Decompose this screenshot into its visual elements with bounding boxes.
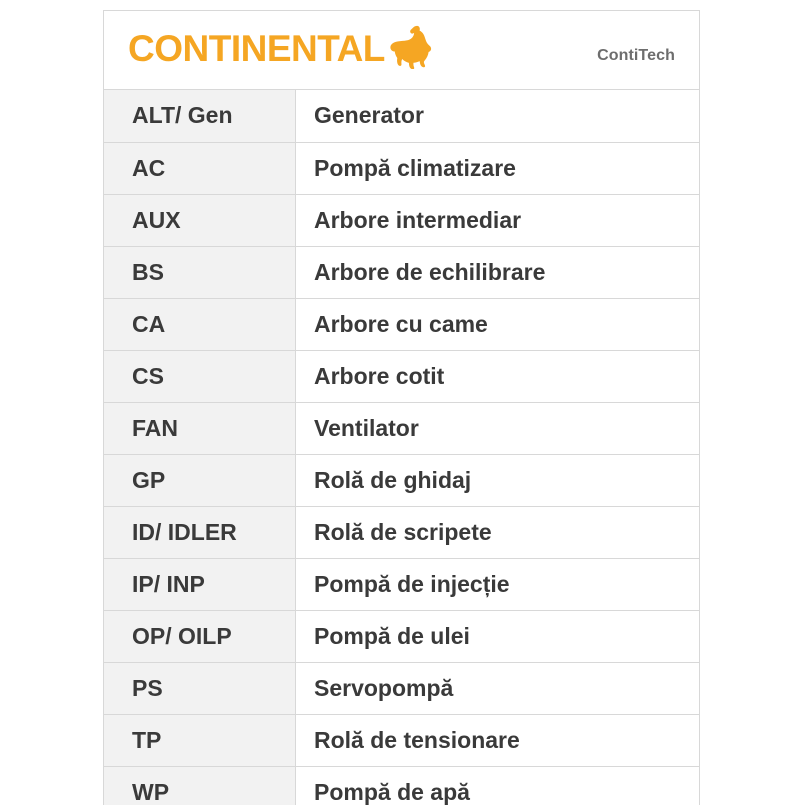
brand-logo	[128, 29, 435, 74]
abbreviation-code: PS	[104, 662, 296, 714]
abbreviation-description: Arbore intermediar	[296, 194, 700, 246]
table-row	[104, 402, 699, 454]
table-row	[104, 610, 699, 662]
table-row	[104, 90, 699, 142]
table-row	[104, 454, 699, 506]
table-row	[104, 350, 699, 402]
table-row	[104, 194, 699, 246]
abbreviation-code: WP	[104, 766, 296, 805]
abbreviation-code: GP	[104, 454, 296, 506]
table-row	[104, 246, 699, 298]
table-row	[104, 662, 699, 714]
abbreviation-table	[104, 90, 699, 805]
abbreviation-code: TP	[104, 714, 296, 766]
abbreviation-description: Rolă de scripete	[296, 506, 700, 558]
table-row	[104, 142, 699, 194]
abbreviation-description: Pompă de ulei	[296, 610, 700, 662]
abbreviation-description: Arbore cu came	[296, 298, 700, 350]
abbreviation-code: AC	[104, 142, 296, 194]
abbreviation-code: CA	[104, 298, 296, 350]
abbreviation-description: Pompă de apă	[296, 766, 700, 805]
brand-header	[104, 11, 699, 90]
abbreviation-code: IP/ INP	[104, 558, 296, 610]
horse-logo-icon	[389, 25, 435, 74]
abbreviation-description: Pompă climatizare	[296, 142, 700, 194]
contitech-sub-brand: ContiTech	[597, 47, 675, 64]
abbreviation-description: Ventilator	[296, 402, 700, 454]
table-row	[104, 298, 699, 350]
abbreviation-code: AUX	[104, 194, 296, 246]
table-row	[104, 506, 699, 558]
abbreviation-code: BS	[104, 246, 296, 298]
abbreviation-description: Generator	[296, 90, 700, 142]
abbreviation-code: ID/ IDLER	[104, 506, 296, 558]
abbreviation-description: Rolă de ghidaj	[296, 454, 700, 506]
table-row	[104, 558, 699, 610]
abbreviation-code: OP/ OILP	[104, 610, 296, 662]
abbreviation-description: Servopompă	[296, 662, 700, 714]
abbreviation-description: Pompă de injecție	[296, 558, 700, 610]
abbreviation-code: FAN	[104, 402, 296, 454]
abbreviation-code: CS	[104, 350, 296, 402]
abbreviation-description: Arbore de echilibrare	[296, 246, 700, 298]
legend-sheet	[103, 10, 700, 805]
table-row	[104, 766, 699, 805]
abbreviation-description: Arbore cotit	[296, 350, 700, 402]
abbreviation-code: ALT/ Gen	[104, 90, 296, 142]
abbreviation-description: Rolă de tensionare	[296, 714, 700, 766]
continental-wordmark: CONTINENTAL	[128, 28, 385, 69]
table-row	[104, 714, 699, 766]
